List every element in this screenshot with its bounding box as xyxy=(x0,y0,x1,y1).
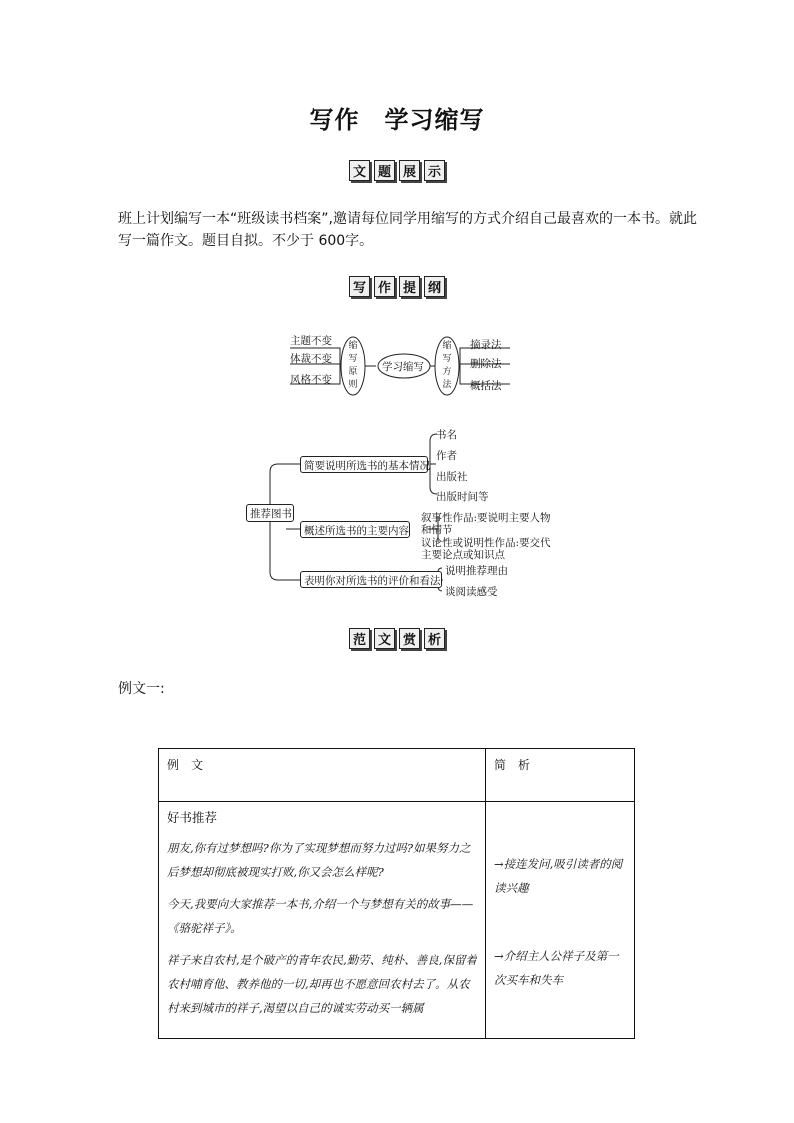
principle-item: 体裁不变 xyxy=(290,353,332,365)
section-char: 析 xyxy=(424,628,445,649)
tree-root: 推荐图书 xyxy=(246,504,294,522)
tree-leaf: 书名 xyxy=(436,429,457,441)
principle-item: 风格不变 xyxy=(290,374,332,386)
section-char: 展 xyxy=(399,160,420,181)
tree-branch: 概述所选书的主要内容 xyxy=(300,521,410,538)
tree-leaf: 和情节 xyxy=(421,524,453,536)
tree-leaf: 谈阅读感受 xyxy=(445,586,498,598)
methods-label: 缩 写 方 法 xyxy=(442,341,452,390)
table-header: 简 析 xyxy=(486,749,635,802)
mindmap xyxy=(280,328,520,400)
tree-leaf: 作者 xyxy=(436,450,457,462)
table-header: 例 文 xyxy=(159,749,486,802)
section-char: 提 xyxy=(399,276,420,297)
section-char: 题 xyxy=(374,160,395,181)
section-header-display xyxy=(0,160,794,181)
tree-leaf: 说明推荐理由 xyxy=(445,565,508,577)
analysis-cell xyxy=(486,802,635,1039)
section-char: 写 xyxy=(349,276,370,297)
tree-leaf: 出版社 xyxy=(436,471,468,483)
section-header-appreciation xyxy=(0,628,794,649)
recommend-tree xyxy=(246,424,556,604)
section-char: 文 xyxy=(349,160,370,181)
prompt-text: 班上计划编写一本“班级读书档案”,邀请每位同学用缩写的方式介绍自己最喜欢的一本书。就此写一篇作文。题目自拟。不少于 600字。 xyxy=(118,211,697,249)
principle-item: 主题不变 xyxy=(290,335,332,347)
tree-leaf: 主要论点或知识点 xyxy=(421,549,505,561)
example-table xyxy=(158,748,635,1039)
tree-leaf: 叙事性作品:要说明主要人物 xyxy=(421,512,551,524)
section-char: 作 xyxy=(374,276,395,297)
page-title: 写作 学习缩写 xyxy=(309,105,485,134)
example-label: 例文一: xyxy=(118,681,165,697)
essay-title: 好书推荐 xyxy=(167,810,218,825)
essay-paragraph: 朋友,你有过梦想吗?你为了实现梦想而努力过吗?如果努力之后梦想却彻底被现实打败,你又会怎么样呢? xyxy=(167,841,471,879)
essay-paragraph: 祥子来自农村,是个破产的青年农民,勤劳、纯朴、善良,保留着农村哺育他、教养他的一切,却再也不愿意回农村去了。从农村来到城市的祥子,渴望以自己的诚实劳动买一辆属 xyxy=(167,953,477,1015)
section-char: 纲 xyxy=(424,276,445,297)
tree-branch: 表明你对所选书的评价和看法 xyxy=(300,571,442,588)
section-char: 文 xyxy=(374,628,395,649)
section-char: 示 xyxy=(424,160,445,181)
principles-label: 缩 写 原 则 xyxy=(348,341,358,390)
tree-leaf: 议论性或说明性作品:要交代 xyxy=(421,537,551,549)
section-char: 范 xyxy=(349,628,370,649)
table-header-row xyxy=(159,749,635,802)
table-row xyxy=(159,802,635,1039)
essay-paragraph: 今天,我要向大家推荐一本书,介绍一个与梦想有关的故事——《骆驼祥子》。 xyxy=(167,897,474,935)
method-item: 概括法 xyxy=(470,380,502,392)
essay-cell xyxy=(159,802,486,1039)
section-header-outline xyxy=(0,276,794,297)
method-item: 删除法 xyxy=(470,358,502,370)
section-char: 赏 xyxy=(399,628,420,649)
analysis-note: →介绍主人公祥子及第一次买车和失车 xyxy=(494,949,619,987)
method-item: 摘录法 xyxy=(470,339,502,351)
mindmap-center: 学习缩写 xyxy=(382,361,424,373)
analysis-note: →接连发问,吸引读者的阅读兴趣 xyxy=(494,857,623,895)
tree-leaf: 出版时间等 xyxy=(436,491,489,503)
tree-branch: 简要说明所选书的基本情况 xyxy=(300,456,428,473)
